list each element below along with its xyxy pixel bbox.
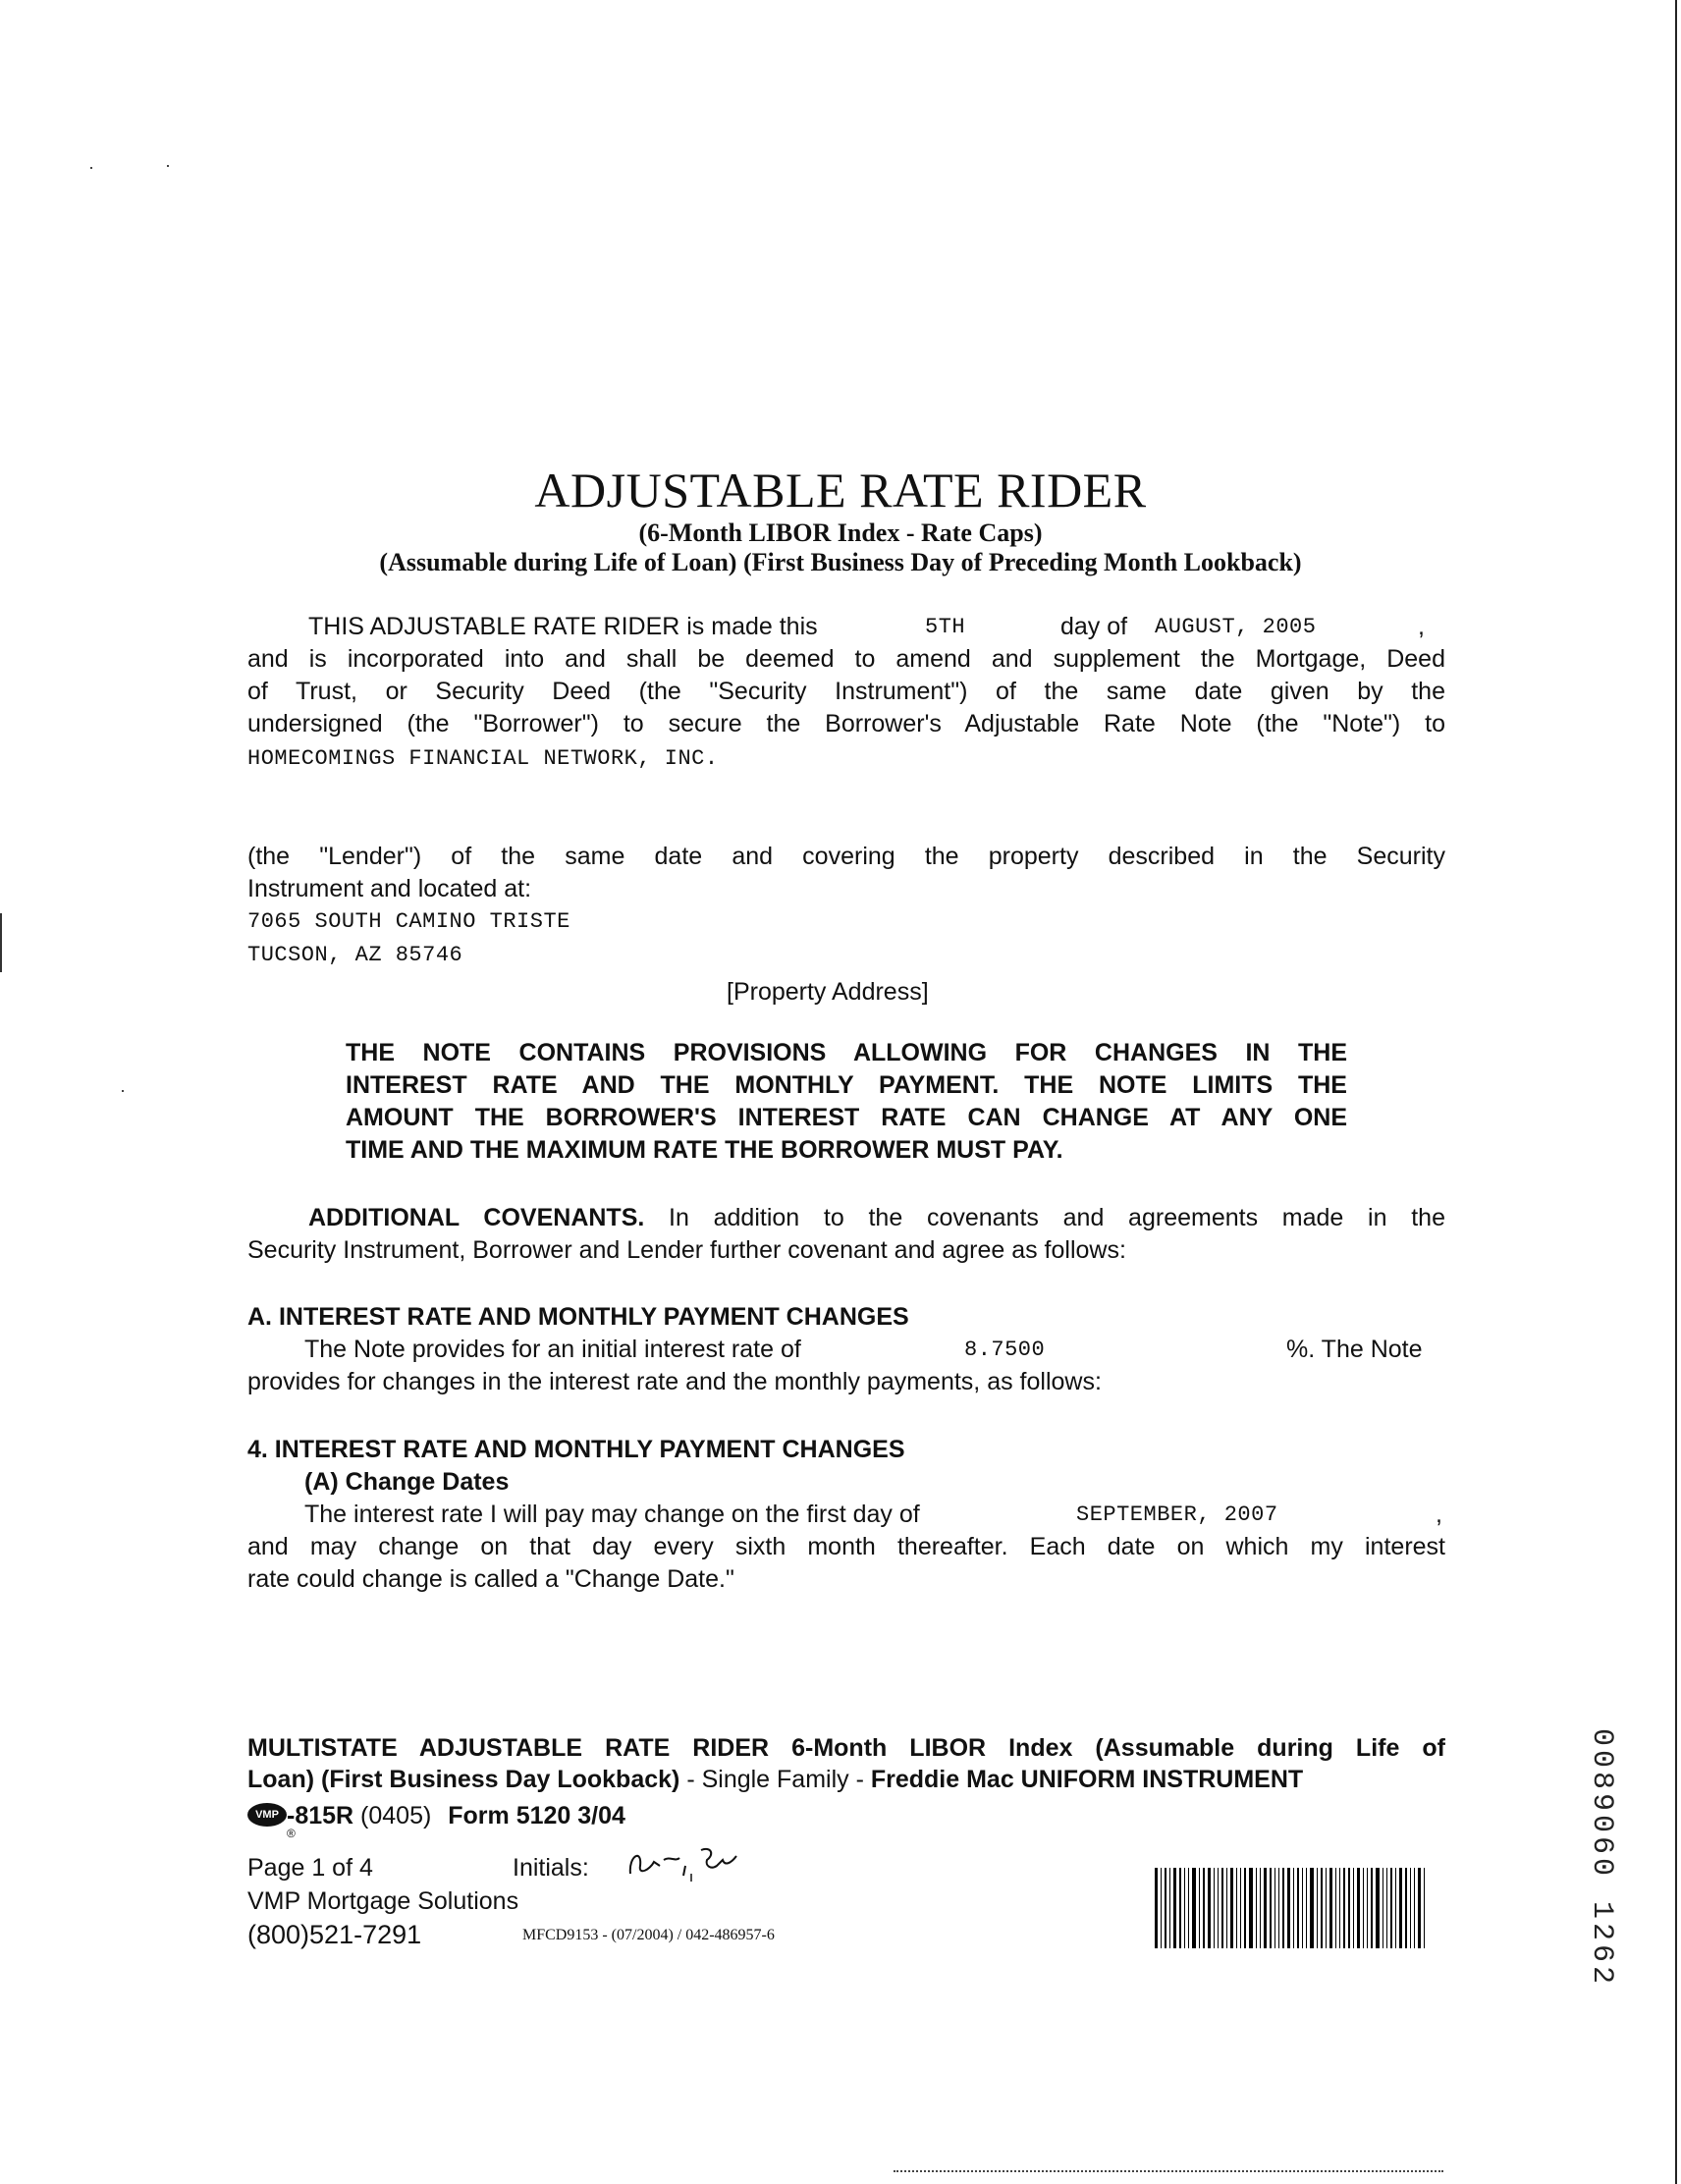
- document-subtitle: (6-Month LIBOR Index - Rate Caps): [638, 519, 1043, 547]
- intro-comma: ,: [1418, 613, 1425, 640]
- section-4-line-3: rate could change is called a "Change Date.": [247, 1565, 734, 1593]
- scan-speck: [167, 165, 169, 167]
- barcode-bar: [1302, 1868, 1303, 1948]
- barcode-bar: [1226, 1868, 1227, 1948]
- barcode-bar: [1376, 1868, 1380, 1948]
- notice-line: THE NOTE CONTAINS PROVISIONS ALLOWING FOR CHANGES IN THE: [346, 1039, 1347, 1066]
- company-phone: (800)521-7291: [247, 1920, 422, 1949]
- barcode-bar: [1293, 1868, 1294, 1948]
- document-code: MFCD9153 - (07/2004) / 042-486957-6: [522, 1927, 775, 1943]
- barcode-bar: [1410, 1868, 1411, 1948]
- form-title-line-1: MULTISTATE ADJUSTABLE RATE RIDER 6-Month LIBOR Index (Assumable during Life of: [247, 1734, 1445, 1762]
- barcode-bar: [1173, 1868, 1176, 1948]
- barcode-bar: [1249, 1868, 1253, 1948]
- scan-edge-dots: [894, 2170, 1443, 2172]
- change-dates-subheading: (A) Change Dates: [304, 1468, 510, 1496]
- scan-mark: [0, 913, 2, 972]
- property-address-line-2: TUCSON, AZ 85746: [247, 943, 463, 967]
- barcode-bar: [1165, 1868, 1166, 1948]
- barcode-bar: [1405, 1868, 1407, 1948]
- barcode-bar: [1395, 1868, 1396, 1948]
- registered-mark: ®: [287, 1827, 296, 1840]
- barcode-bar: [1244, 1868, 1246, 1948]
- covenants-line-2: Security Instrument, Borrower and Lender further covenant and agree as follows:: [247, 1236, 1126, 1264]
- barcode-bar: [1363, 1868, 1364, 1948]
- side-stamp: 0089060 1262: [1585, 1728, 1618, 1989]
- barcode-bar: [1371, 1868, 1373, 1948]
- rider-day: 5TH: [925, 615, 966, 639]
- barcode-bar: [1329, 1868, 1332, 1948]
- barcode-bar: [1264, 1868, 1267, 1948]
- barcode-bar: [1326, 1868, 1327, 1948]
- barcode-bar: [1214, 1868, 1215, 1948]
- rider-month-year: AUGUST, 2005: [1155, 615, 1317, 639]
- document-title: ADJUSTABLE RATE RIDER: [534, 463, 1147, 518]
- form-title-line-2: [247, 1764, 1445, 1796]
- barcode-bar: [1357, 1868, 1360, 1948]
- section-4-text: The interest rate I will pay may change on the first day of: [304, 1501, 920, 1528]
- barcode-bar: [1203, 1868, 1205, 1948]
- barcode-bar: [1287, 1868, 1290, 1948]
- barcode-bar: [1240, 1868, 1241, 1948]
- barcode-bar: [1169, 1868, 1170, 1948]
- barcode: [1155, 1868, 1447, 1948]
- barcode-bar: [1274, 1868, 1275, 1948]
- barcode-bar: [1335, 1868, 1336, 1948]
- barcode-bar: [1221, 1868, 1223, 1948]
- notice-line: AMOUNT THE BORROWER'S INTEREST RATE CAN CHANGE AT ANY ONE: [346, 1104, 1347, 1131]
- section-a-text: The Note provides for an initial interest rate of: [304, 1336, 801, 1363]
- barcode-bar: [1161, 1868, 1162, 1948]
- covenants-text: In addition to the covenants and agreements made in the: [669, 1204, 1445, 1231]
- barcode-bar: [1256, 1868, 1257, 1948]
- barcode-bar: [1218, 1868, 1219, 1948]
- barcode-bar: [1230, 1868, 1233, 1948]
- barcode-bar: [1418, 1868, 1421, 1948]
- form-number: Form 5120 3/04: [448, 1802, 625, 1829]
- property-address-line-1: 7065 SOUTH CAMINO TRISTE: [247, 909, 570, 934]
- barcode-bar: [1306, 1868, 1307, 1948]
- barcode-bar: [1367, 1868, 1368, 1948]
- intro-line-2: and is incorporated into and shall be deemed to amend and supplement the Mortgage, Deed: [247, 645, 1445, 673]
- lender-clause-line-1: (the "Lender") of the same date and covering the property described in the Security: [247, 843, 1445, 870]
- barcode-bar: [1282, 1868, 1284, 1948]
- barcode-bar: [1199, 1868, 1200, 1948]
- barcode-bar: [1310, 1868, 1314, 1948]
- barcode-bar: [1208, 1868, 1211, 1948]
- barcode-bar: [1386, 1868, 1387, 1948]
- intro-text: THIS ADJUSTABLE RATE RIDER is made this: [308, 613, 818, 640]
- section-a-text: %. The Note: [1286, 1336, 1423, 1363]
- barcode-bar: [1179, 1868, 1181, 1948]
- section-a-heading: A. INTEREST RATE AND MONTHLY PAYMENT CHANGES: [247, 1303, 909, 1331]
- barcode-bar: [1236, 1868, 1237, 1948]
- scan-speck: [90, 167, 92, 169]
- initial-interest-rate: 8.7500: [964, 1338, 1046, 1362]
- barcode-bar: [1317, 1868, 1318, 1948]
- document-subtitle-2: (Assumable during Life of Loan) (First Business Day of Preceding Month Lookback): [379, 548, 1302, 576]
- barcode-bar: [1270, 1868, 1272, 1948]
- initials-label: Initials:: [513, 1854, 589, 1882]
- notice-line: INTEREST RATE AND THE MONTHLY PAYMENT. THE NOTE LIMITS THE: [346, 1071, 1347, 1099]
- page-number: Page 1 of 4: [247, 1854, 373, 1882]
- barcode-bar: [1424, 1868, 1425, 1948]
- barcode-bar: [1297, 1868, 1299, 1948]
- lender-name: HOMECOMINGS FINANCIAL NETWORK, INC.: [247, 746, 719, 771]
- form-code: [287, 1800, 625, 1832]
- form-code-rest: (0405): [353, 1802, 432, 1829]
- barcode-bar: [1390, 1868, 1392, 1948]
- barcode-bar: [1353, 1868, 1354, 1948]
- barcode-bar: [1184, 1868, 1185, 1948]
- barcode-bar: [1278, 1868, 1279, 1948]
- section-4-comma: ,: [1436, 1501, 1442, 1528]
- section-a-line-2: provides for changes in the interest rate and the monthly payments, as follows:: [247, 1368, 1102, 1395]
- barcode-bar: [1260, 1868, 1261, 1948]
- covenants-heading: ADDITIONAL COVENANTS.: [308, 1204, 645, 1231]
- company-name: VMP Mortgage Solutions: [247, 1887, 519, 1915]
- covenants-line-1: [247, 1202, 1445, 1234]
- barcode-bar: [1321, 1868, 1323, 1948]
- rate-change-notice: [346, 1037, 1347, 1167]
- section-4-heading: 4. INTEREST RATE AND MONTHLY PAYMENT CHANGES: [247, 1436, 905, 1463]
- barcode-bar: [1192, 1868, 1196, 1948]
- property-address-caption: [Property Address]: [727, 978, 929, 1006]
- form-title-part: - Single Family -: [679, 1766, 871, 1793]
- barcode-bar: [1155, 1868, 1158, 1948]
- barcode-bar: [1414, 1868, 1415, 1948]
- intro-text: day of: [1060, 613, 1128, 640]
- lender-clause-line-2: Instrument and located at:: [247, 875, 532, 902]
- barcode-bar: [1188, 1868, 1189, 1948]
- scan-speck: [122, 1090, 124, 1092]
- intro-line-3: of Trust, or Security Deed (the "Security Instrument") of the same date given by the: [247, 678, 1445, 705]
- barcode-bar: [1343, 1868, 1345, 1948]
- barcode-bar: [1399, 1868, 1402, 1948]
- barcode-bar: [1348, 1868, 1350, 1948]
- initials-signature: [621, 1836, 758, 1885]
- vmp-logo: VMP: [247, 1803, 287, 1827]
- section-4-line-2: and may change on that day every sixth month thereafter. Each date on which my interest: [247, 1533, 1445, 1560]
- notice-line: TIME AND THE MAXIMUM RATE THE BORROWER MUST PAY.: [346, 1136, 1063, 1164]
- barcode-bar: [1339, 1868, 1340, 1948]
- form-code-bold: -815R: [287, 1802, 354, 1829]
- intro-line-4: undersigned (the "Borrower") to secure the Borrower's Adjustable Rate Note (the "Note") to: [247, 710, 1445, 737]
- form-title-part: Freddie Mac UNIFORM INSTRUMENT: [870, 1766, 1304, 1793]
- first-change-date: SEPTEMBER, 2007: [1076, 1502, 1278, 1527]
- form-title-part: Loan) (First Business Day Lookback): [247, 1766, 680, 1793]
- page-edge: [1675, 0, 1677, 2184]
